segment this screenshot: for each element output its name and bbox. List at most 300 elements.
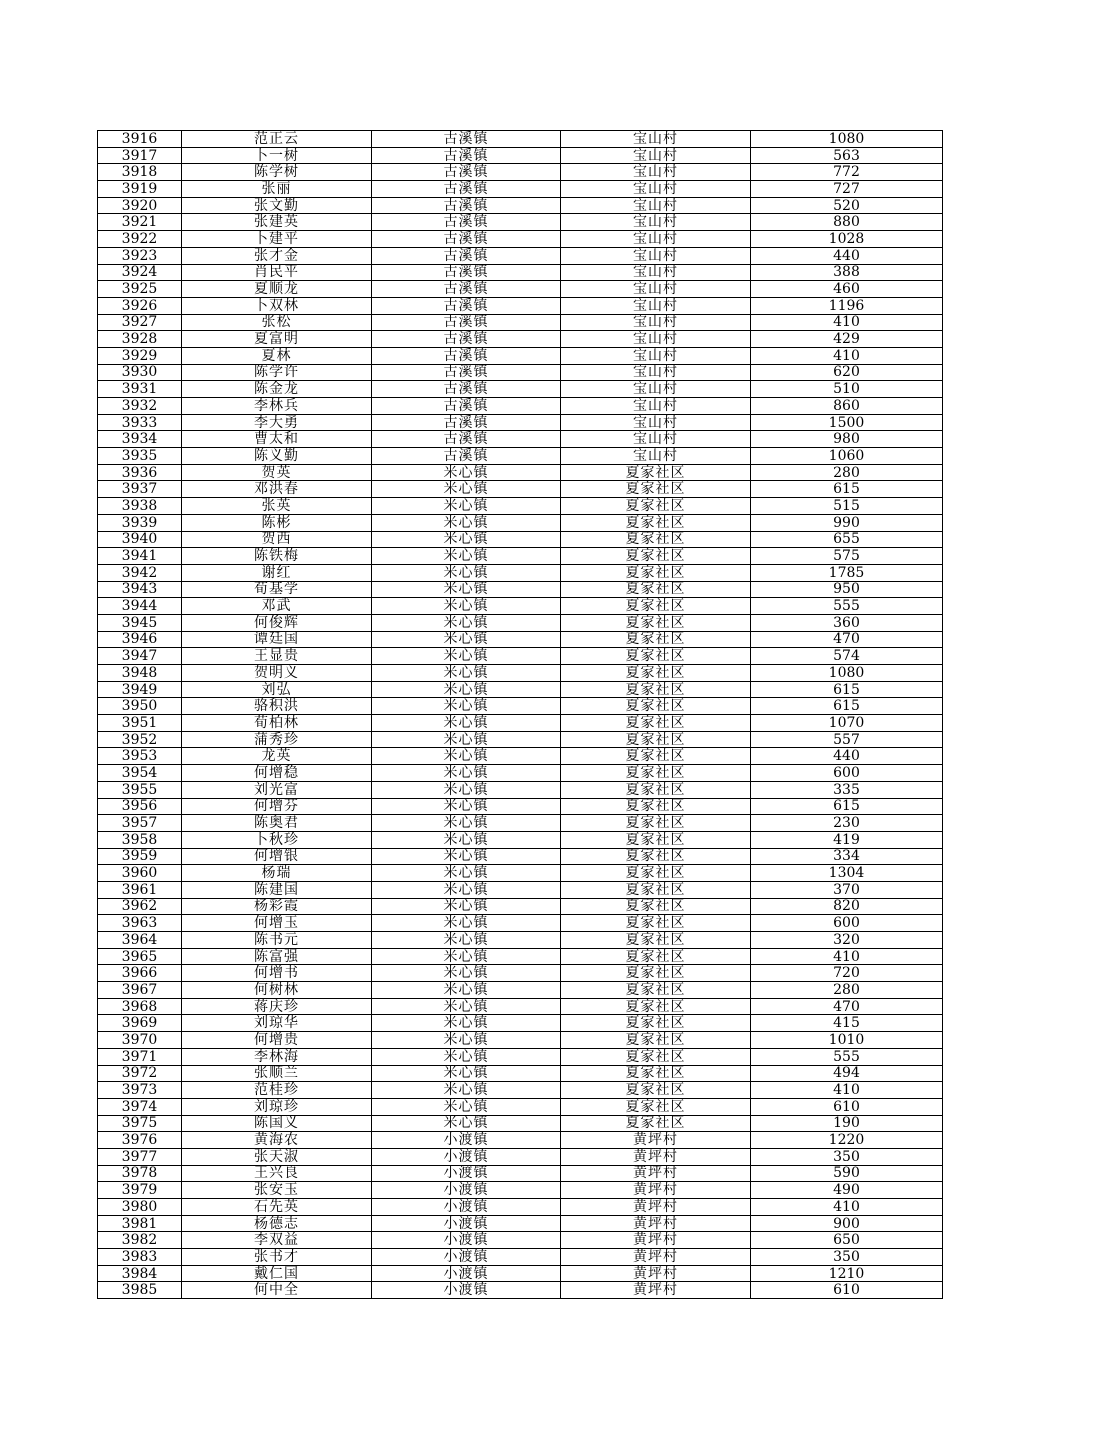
- table-row: [98, 715, 943, 732]
- person-name-cell: 张顺兰: [182, 1065, 372, 1082]
- amount-cell: 1010: [751, 1032, 943, 1049]
- town-cell: 古溪镇: [372, 247, 561, 264]
- amount-cell: 990: [751, 514, 943, 531]
- table-row: [98, 915, 943, 932]
- row-number-cell: 3933: [98, 414, 182, 431]
- table-row: [98, 181, 943, 198]
- village-cell: 宝山村: [561, 231, 751, 248]
- amount-cell: 470: [751, 631, 943, 648]
- village-cell: 宝山村: [561, 264, 751, 281]
- village-cell: 夏家社区: [561, 1115, 751, 1132]
- village-cell: 宝山村: [561, 164, 751, 181]
- village-cell: 夏家社区: [561, 831, 751, 848]
- person-name-cell: 李林海: [182, 1048, 372, 1065]
- person-name-cell: 张文勤: [182, 197, 372, 214]
- row-number-cell: 3966: [98, 965, 182, 982]
- row-number-cell: 3917: [98, 147, 182, 164]
- person-name-cell: 夏富明: [182, 331, 372, 348]
- table-row: [98, 1199, 943, 1216]
- village-cell: 宝山村: [561, 331, 751, 348]
- village-cell: 夏家社区: [561, 848, 751, 865]
- table-row: [98, 264, 943, 281]
- town-cell: 米心镇: [372, 1048, 561, 1065]
- town-cell: 米心镇: [372, 831, 561, 848]
- village-cell: 夏家社区: [561, 881, 751, 898]
- person-name-cell: 何增书: [182, 965, 372, 982]
- person-name-cell: 戴仁国: [182, 1265, 372, 1282]
- amount-cell: 1060: [751, 448, 943, 465]
- person-name-cell: 邓洪春: [182, 481, 372, 498]
- town-cell: 米心镇: [372, 698, 561, 715]
- town-cell: 古溪镇: [372, 297, 561, 314]
- town-cell: 古溪镇: [372, 231, 561, 248]
- table-row: [98, 1048, 943, 1065]
- village-cell: 夏家社区: [561, 965, 751, 982]
- amount-cell: 415: [751, 1015, 943, 1032]
- row-number-cell: 3944: [98, 598, 182, 615]
- amount-cell: 555: [751, 598, 943, 615]
- town-cell: 米心镇: [372, 614, 561, 631]
- town-cell: 古溪镇: [372, 264, 561, 281]
- town-cell: 米心镇: [372, 715, 561, 732]
- person-name-cell: 陈建国: [182, 881, 372, 898]
- person-name-cell: 龙英: [182, 748, 372, 765]
- person-name-cell: 夏林: [182, 347, 372, 364]
- row-number-cell: 3962: [98, 898, 182, 915]
- amount-cell: 860: [751, 398, 943, 415]
- village-cell: 夏家社区: [561, 598, 751, 615]
- table-row: [98, 781, 943, 798]
- town-cell: 古溪镇: [372, 131, 561, 148]
- town-cell: 米心镇: [372, 765, 561, 782]
- town-cell: 古溪镇: [372, 364, 561, 381]
- row-number-cell: 3942: [98, 564, 182, 581]
- amount-cell: 320: [751, 932, 943, 949]
- village-cell: 黄坪村: [561, 1148, 751, 1165]
- row-number-cell: 3974: [98, 1098, 182, 1115]
- amount-cell: 575: [751, 548, 943, 565]
- table-row: [98, 815, 943, 832]
- amount-cell: 1304: [751, 865, 943, 882]
- table-row: [98, 1098, 943, 1115]
- table-row: [98, 881, 943, 898]
- village-cell: 宝山村: [561, 314, 751, 331]
- town-cell: 小渡镇: [372, 1265, 561, 1282]
- amount-cell: 557: [751, 731, 943, 748]
- village-cell: 夏家社区: [561, 998, 751, 1015]
- row-number-cell: 3935: [98, 448, 182, 465]
- row-number-cell: 3960: [98, 865, 182, 882]
- row-number-cell: 3958: [98, 831, 182, 848]
- person-name-cell: 陈金龙: [182, 381, 372, 398]
- town-cell: 古溪镇: [372, 398, 561, 415]
- table-row: [98, 1249, 943, 1266]
- person-name-cell: 陈彬: [182, 514, 372, 531]
- village-cell: 夏家社区: [561, 1032, 751, 1049]
- table-row: [98, 464, 943, 481]
- person-name-cell: 卜建平: [182, 231, 372, 248]
- town-cell: 米心镇: [372, 1015, 561, 1032]
- village-cell: 夏家社区: [561, 614, 751, 631]
- town-cell: 古溪镇: [372, 431, 561, 448]
- person-name-cell: 张才金: [182, 247, 372, 264]
- amount-cell: 950: [751, 581, 943, 598]
- roster-table: [97, 130, 943, 1299]
- person-name-cell: 荀柏林: [182, 715, 372, 732]
- table-row: [98, 398, 943, 415]
- table-row: [98, 898, 943, 915]
- row-number-cell: 3976: [98, 1132, 182, 1149]
- town-cell: 古溪镇: [372, 181, 561, 198]
- row-number-cell: 3971: [98, 1048, 182, 1065]
- person-name-cell: 刘琼珍: [182, 1098, 372, 1115]
- row-number-cell: 3938: [98, 498, 182, 515]
- person-name-cell: 蒲秀珍: [182, 731, 372, 748]
- town-cell: 小渡镇: [372, 1249, 561, 1266]
- village-cell: 宝山村: [561, 281, 751, 298]
- table-row: [98, 347, 943, 364]
- town-cell: 古溪镇: [372, 147, 561, 164]
- table-row: [98, 147, 943, 164]
- village-cell: 黄坪村: [561, 1165, 751, 1182]
- town-cell: 小渡镇: [372, 1165, 561, 1182]
- row-number-cell: 3969: [98, 1015, 182, 1032]
- village-cell: 宝山村: [561, 364, 751, 381]
- row-number-cell: 3923: [98, 247, 182, 264]
- table-row: [98, 631, 943, 648]
- village-cell: 夏家社区: [561, 715, 751, 732]
- person-name-cell: 肖民平: [182, 264, 372, 281]
- person-name-cell: 陈义勤: [182, 448, 372, 465]
- person-name-cell: 张天淑: [182, 1148, 372, 1165]
- amount-cell: 520: [751, 197, 943, 214]
- row-number-cell: 3979: [98, 1182, 182, 1199]
- person-name-cell: 骆积洪: [182, 698, 372, 715]
- amount-cell: 615: [751, 481, 943, 498]
- town-cell: 小渡镇: [372, 1148, 561, 1165]
- table-row: [98, 414, 943, 431]
- person-name-cell: 石先英: [182, 1199, 372, 1216]
- person-name-cell: 王显贵: [182, 648, 372, 665]
- row-number-cell: 3948: [98, 665, 182, 682]
- person-name-cell: 刘弘: [182, 681, 372, 698]
- town-cell: 米心镇: [372, 1098, 561, 1115]
- town-cell: 米心镇: [372, 531, 561, 548]
- amount-cell: 1196: [751, 297, 943, 314]
- town-cell: 米心镇: [372, 598, 561, 615]
- row-number-cell: 3949: [98, 681, 182, 698]
- person-name-cell: 曹太和: [182, 431, 372, 448]
- amount-cell: 190: [751, 1115, 943, 1132]
- amount-cell: 820: [751, 898, 943, 915]
- table-row: [98, 865, 943, 882]
- amount-cell: 334: [751, 848, 943, 865]
- village-cell: 黄坪村: [561, 1132, 751, 1149]
- row-number-cell: 3956: [98, 798, 182, 815]
- town-cell: 小渡镇: [372, 1199, 561, 1216]
- amount-cell: 350: [751, 1249, 943, 1266]
- amount-cell: 772: [751, 164, 943, 181]
- row-number-cell: 3968: [98, 998, 182, 1015]
- table-row: [98, 798, 943, 815]
- town-cell: 古溪镇: [372, 347, 561, 364]
- town-cell: 米心镇: [372, 481, 561, 498]
- table-row: [98, 531, 943, 548]
- row-number-cell: 3957: [98, 815, 182, 832]
- table-row: [98, 731, 943, 748]
- amount-cell: 600: [751, 915, 943, 932]
- person-name-cell: 何增稳: [182, 765, 372, 782]
- town-cell: 米心镇: [372, 815, 561, 832]
- person-name-cell: 陈国义: [182, 1115, 372, 1132]
- town-cell: 米心镇: [372, 998, 561, 1015]
- row-number-cell: 3950: [98, 698, 182, 715]
- village-cell: 宝山村: [561, 181, 751, 198]
- village-cell: 宝山村: [561, 381, 751, 398]
- row-number-cell: 3916: [98, 131, 182, 148]
- person-name-cell: 杨德志: [182, 1215, 372, 1232]
- row-number-cell: 3947: [98, 648, 182, 665]
- amount-cell: 720: [751, 965, 943, 982]
- amount-cell: 490: [751, 1182, 943, 1199]
- person-name-cell: 卜双林: [182, 297, 372, 314]
- village-cell: 宝山村: [561, 431, 751, 448]
- row-number-cell: 3952: [98, 731, 182, 748]
- town-cell: 古溪镇: [372, 314, 561, 331]
- village-cell: 夏家社区: [561, 548, 751, 565]
- village-cell: 夏家社区: [561, 731, 751, 748]
- person-name-cell: 谭廷国: [182, 631, 372, 648]
- town-cell: 古溪镇: [372, 281, 561, 298]
- amount-cell: 650: [751, 1232, 943, 1249]
- row-number-cell: 3954: [98, 765, 182, 782]
- person-name-cell: 李双益: [182, 1232, 372, 1249]
- town-cell: 米心镇: [372, 665, 561, 682]
- row-number-cell: 3970: [98, 1032, 182, 1049]
- person-name-cell: 张英: [182, 498, 372, 515]
- table-row: [98, 331, 943, 348]
- table-row: [98, 197, 943, 214]
- row-number-cell: 3975: [98, 1115, 182, 1132]
- amount-cell: 610: [751, 1098, 943, 1115]
- row-number-cell: 3921: [98, 214, 182, 231]
- table-row: [98, 498, 943, 515]
- table-row: [98, 364, 943, 381]
- village-cell: 宝山村: [561, 214, 751, 231]
- amount-cell: 280: [751, 982, 943, 999]
- town-cell: 小渡镇: [372, 1232, 561, 1249]
- village-cell: 黄坪村: [561, 1232, 751, 1249]
- amount-cell: 410: [751, 1199, 943, 1216]
- village-cell: 夏家社区: [561, 798, 751, 815]
- village-cell: 夏家社区: [561, 464, 751, 481]
- row-number-cell: 3932: [98, 398, 182, 415]
- row-number-cell: 3922: [98, 231, 182, 248]
- town-cell: 米心镇: [372, 631, 561, 648]
- village-cell: 夏家社区: [561, 1015, 751, 1032]
- table-row: [98, 748, 943, 765]
- town-cell: 米心镇: [372, 514, 561, 531]
- amount-cell: 610: [751, 1282, 943, 1299]
- village-cell: 夏家社区: [561, 982, 751, 999]
- town-cell: 米心镇: [372, 748, 561, 765]
- row-number-cell: 3920: [98, 197, 182, 214]
- person-name-cell: 张松: [182, 314, 372, 331]
- amount-cell: 470: [751, 998, 943, 1015]
- person-name-cell: 卜秋珍: [182, 831, 372, 848]
- village-cell: 夏家社区: [561, 481, 751, 498]
- village-cell: 宝山村: [561, 197, 751, 214]
- person-name-cell: 何俊辉: [182, 614, 372, 631]
- village-cell: 宝山村: [561, 247, 751, 264]
- village-cell: 夏家社区: [561, 581, 751, 598]
- table-row: [98, 665, 943, 682]
- amount-cell: 600: [751, 765, 943, 782]
- table-row: [98, 1265, 943, 1282]
- village-cell: 宝山村: [561, 398, 751, 415]
- village-cell: 夏家社区: [561, 781, 751, 798]
- person-name-cell: 范桂珍: [182, 1082, 372, 1099]
- table-row: [98, 214, 943, 231]
- amount-cell: 555: [751, 1048, 943, 1065]
- table-row: [98, 1215, 943, 1232]
- village-cell: 黄坪村: [561, 1282, 751, 1299]
- table-row: [98, 548, 943, 565]
- village-cell: 夏家社区: [561, 948, 751, 965]
- village-cell: 夏家社区: [561, 932, 751, 949]
- row-number-cell: 3983: [98, 1249, 182, 1266]
- amount-cell: 615: [751, 798, 943, 815]
- person-name-cell: 何增银: [182, 848, 372, 865]
- roster-table-body: [98, 131, 943, 1299]
- amount-cell: 440: [751, 748, 943, 765]
- town-cell: 米心镇: [372, 648, 561, 665]
- person-name-cell: 李大勇: [182, 414, 372, 431]
- table-row: [98, 1232, 943, 1249]
- town-cell: 小渡镇: [372, 1282, 561, 1299]
- table-row: [98, 481, 943, 498]
- person-name-cell: 张安玉: [182, 1182, 372, 1199]
- row-number-cell: 3973: [98, 1082, 182, 1099]
- table-row: [98, 281, 943, 298]
- person-name-cell: 贺英: [182, 464, 372, 481]
- village-cell: 夏家社区: [561, 681, 751, 698]
- table-row: [98, 1015, 943, 1032]
- amount-cell: 900: [751, 1215, 943, 1232]
- amount-cell: 370: [751, 881, 943, 898]
- amount-cell: 494: [751, 1065, 943, 1082]
- town-cell: 古溪镇: [372, 414, 561, 431]
- row-number-cell: 3980: [98, 1199, 182, 1216]
- row-number-cell: 3925: [98, 281, 182, 298]
- row-number-cell: 3919: [98, 181, 182, 198]
- town-cell: 米心镇: [372, 1065, 561, 1082]
- village-cell: 夏家社区: [561, 1098, 751, 1115]
- table-row: [98, 1148, 943, 1165]
- town-cell: 小渡镇: [372, 1132, 561, 1149]
- town-cell: 米心镇: [372, 581, 561, 598]
- person-name-cell: 张书才: [182, 1249, 372, 1266]
- person-name-cell: 邓武: [182, 598, 372, 615]
- village-cell: 夏家社区: [561, 631, 751, 648]
- row-number-cell: 3964: [98, 932, 182, 949]
- village-cell: 黄坪村: [561, 1249, 751, 1266]
- amount-cell: 360: [751, 614, 943, 631]
- row-number-cell: 3928: [98, 331, 182, 348]
- amount-cell: 280: [751, 464, 943, 481]
- table-row: [98, 831, 943, 848]
- person-name-cell: 范正云: [182, 131, 372, 148]
- row-number-cell: 3926: [98, 297, 182, 314]
- amount-cell: 410: [751, 1082, 943, 1099]
- row-number-cell: 3967: [98, 982, 182, 999]
- amount-cell: 1785: [751, 564, 943, 581]
- town-cell: 米心镇: [372, 498, 561, 515]
- person-name-cell: 王兴良: [182, 1165, 372, 1182]
- town-cell: 古溪镇: [372, 164, 561, 181]
- person-name-cell: 贺明义: [182, 665, 372, 682]
- village-cell: 黄坪村: [561, 1215, 751, 1232]
- amount-cell: 727: [751, 181, 943, 198]
- town-cell: 米心镇: [372, 1082, 561, 1099]
- amount-cell: 335: [751, 781, 943, 798]
- row-number-cell: 3982: [98, 1232, 182, 1249]
- row-number-cell: 3963: [98, 915, 182, 932]
- table-row: [98, 848, 943, 865]
- row-number-cell: 3959: [98, 848, 182, 865]
- town-cell: 米心镇: [372, 464, 561, 481]
- row-number-cell: 3937: [98, 481, 182, 498]
- amount-cell: 460: [751, 281, 943, 298]
- amount-cell: 655: [751, 531, 943, 548]
- row-number-cell: 3984: [98, 1265, 182, 1282]
- table-row: [98, 1065, 943, 1082]
- village-cell: 宝山村: [561, 297, 751, 314]
- town-cell: 古溪镇: [372, 448, 561, 465]
- village-cell: 夏家社区: [561, 498, 751, 515]
- person-name-cell: 李林兵: [182, 398, 372, 415]
- amount-cell: 419: [751, 831, 943, 848]
- row-number-cell: 3951: [98, 715, 182, 732]
- person-name-cell: 夏顺龙: [182, 281, 372, 298]
- row-number-cell: 3939: [98, 514, 182, 531]
- amount-cell: 429: [751, 331, 943, 348]
- town-cell: 米心镇: [372, 798, 561, 815]
- person-name-cell: 黄海农: [182, 1132, 372, 1149]
- amount-cell: 1210: [751, 1265, 943, 1282]
- row-number-cell: 3931: [98, 381, 182, 398]
- town-cell: 米心镇: [372, 948, 561, 965]
- table-row: [98, 1182, 943, 1199]
- row-number-cell: 3934: [98, 431, 182, 448]
- person-name-cell: 刘光富: [182, 781, 372, 798]
- town-cell: 米心镇: [372, 915, 561, 932]
- town-cell: 米心镇: [372, 898, 561, 915]
- amount-cell: 1080: [751, 665, 943, 682]
- person-name-cell: 陈奥君: [182, 815, 372, 832]
- person-name-cell: 张丽: [182, 181, 372, 198]
- table-row: [98, 431, 943, 448]
- village-cell: 宝山村: [561, 448, 751, 465]
- table-row: [98, 932, 943, 949]
- amount-cell: 980: [751, 431, 943, 448]
- row-number-cell: 3961: [98, 881, 182, 898]
- table-row: [98, 598, 943, 615]
- table-row: [98, 1032, 943, 1049]
- town-cell: 米心镇: [372, 982, 561, 999]
- amount-cell: 615: [751, 681, 943, 698]
- village-cell: 黄坪村: [561, 1265, 751, 1282]
